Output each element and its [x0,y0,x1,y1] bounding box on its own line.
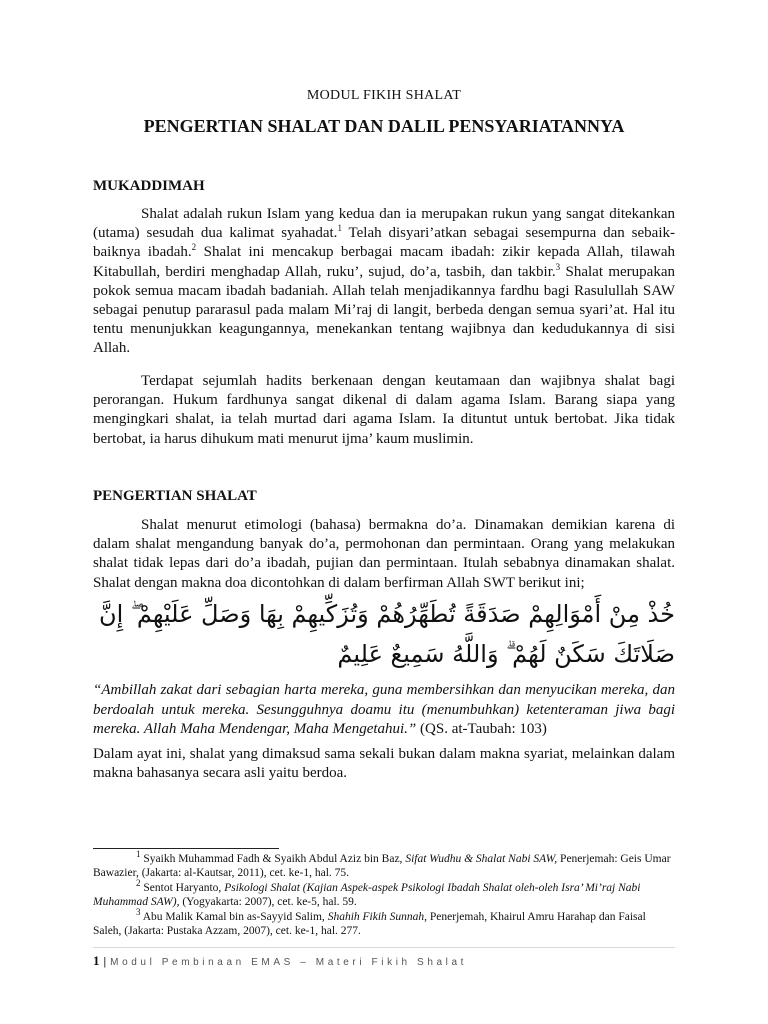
text-run: Terdapat sejumlah hadits berkenaan dengan keutamaan dan wajibnya shalat bagi perorangan. Hukum fardhunya sangat dikenal di dalam agama Islam. Barang siapa yang mengingkari shalat, ia telah murtad dari agama Islam. Ia dituntut untuk bertobat. Jika tidak bertobat, ia harus dihukum mati menurut ijma’ kaum muslimin. [93,373,675,447]
paragraph-mukaddimah-2 [93,372,675,449]
footnote-text: Sentot Haryanto, [140,881,225,894]
paragraph-mukaddimah-1 [93,205,675,359]
footnote-text: Abu Malik Kamal bin as-Sayyid Salim, [140,910,328,923]
verse-reference: (QS. at-Taubah: 103) [416,721,547,737]
text-run: Shalat ini mencakup berbagai macam ibadah: zikir kepada Allah, tilawah Kitabullah, berdiri menghadap Allah, ruku’, sujud, do’a, tasbih, dan takbir. [93,244,676,280]
footnote-text: , Penerjemah, Khairul Amru Harahap dan Faisal Saleh, (Jakarta: Pustaka Azzam, 2007), cet. ke-1, hal. 277. [93,910,646,938]
footnote-title: Shahih Fikih Sunnah [327,910,425,923]
verse-translation [93,681,675,740]
section-heading-mukaddimah: MUKADDIMAH [93,178,205,194]
footer-label: Modul Pembinaan EMAS – Materi Fikih Shalat [110,957,468,968]
page-footer [93,953,467,969]
text-run: Shalat merupakan pokok semua macam ibadah badaniah. Allah telah menjadikannya fardhu bagi Rasulullah SAW sebagai penutup pararasul pada malam Mi’raj di langit, berbeda dengan semua syari’at. Hal itu tentu menunjukkan keagungannya, menekankan tentang wajibnya dan kedudukannya di sisi Allah. [93,263,675,357]
section-heading-pengertian: PENGERTIAN SHALAT [93,488,257,504]
footnote-title: Sifat Wudhu & Shalat Nabi SAW, [405,853,558,865]
footnote-item [93,906,675,939]
footer-divider [93,947,675,948]
footnote-number: 1 [136,849,141,860]
footnote-title: Psikologi Shalat (Kajian Aspek-aspek Psikologi Ibadah Shalat oleh-oleh Isra’ Mi’raj Nabi Muhammad SAW), [93,881,641,909]
footnote-separator [93,848,279,849]
page-title: PENGERTIAN SHALAT DAN DALIL PENSYARIATANNYA [143,116,625,136]
text-run: Shalat menurut etimologi (bahasa) bermakna do’a. Dinamakan demikian karena di dalam shalat mengandung banyak do’a, permohonan dan permintaan. Orang yang melakukan shalat tidak lepas dari do’a ibadah, pujian dan permintaan. Itulah sebabnya dinamakan shalat. Shalat dengan makna doa dicontohkan di dalam berfirman Allah SWT berikut ini; [93,517,675,591]
footnote-item [93,849,675,881]
footnotes [93,849,675,938]
footnote-number: 2 [136,877,141,888]
text-run: Telah disyari’atkan sebagai sesempurna dan sebaik-baiknya ibadah. [93,225,675,261]
footer-separator: | [103,954,107,968]
module-title: MODUL FIKIH SHALAT [306,88,462,103]
paragraph-pengertian-2: Dalam ayat ini, shalat yang dimaksud sama sekali bukan dalam makna syariat, melainkan dalam makna bahasanya secara asli yaitu berdoa. [93,746,675,782]
page-number: 1 [93,953,100,968]
footnote-ref[interactable]: 2 [191,242,197,253]
footnote-number: 3 [136,906,141,917]
footnote-text: (Yogyakarta: 2007), cet. ke-5, hal. 59. [179,896,357,909]
paragraph-pengertian-1 [93,516,675,593]
arabic-verse: خُذْ مِنْ أَمْوَالِهِمْ صَدَقَةً تُطَهِّرُهُمْ وَتُزَكِّيهِمْ بِهَا وَصَلِّ عَلَيْهِمْ ۖ إِنَّ صَلَاتَكَ سَكَنٌ لَهُمْ ۗ وَاللَّهُ سَمِيعٌ عَلِيمٌ [98,600,675,668]
footnote-text: Syaikh Muhammad Fadh & Syaikh Abdul Aziz bin Baz, [140,853,406,865]
footnote-ref[interactable]: 1 [337,223,342,234]
footnote-text: Penerjemah: Geis Umar Bawazier, (Jakarta: al-Kautsar, 2011), cet. ke-1, hal. 75. [93,853,671,880]
translation-text: “Ambillah zakat dari sebagian harta mereka, guna membersihkan dan menyucikan mereka, dan berdoalah untuk mereka. Sesungguhnya doamu itu (menumbuhkan) ketenteraman jiwa bagi mereka. Allah Maha Mendengar, Maha Mengetahui.” [93,682,675,737]
footnote-item [93,877,675,910]
text-run: Shalat adalah rukun Islam yang kedua dan ia merupakan rukun yang sangat ditekankan (utama) sesudah dua kalimat syahadat. [93,206,675,242]
footnote-ref[interactable]: 3 [555,261,561,272]
